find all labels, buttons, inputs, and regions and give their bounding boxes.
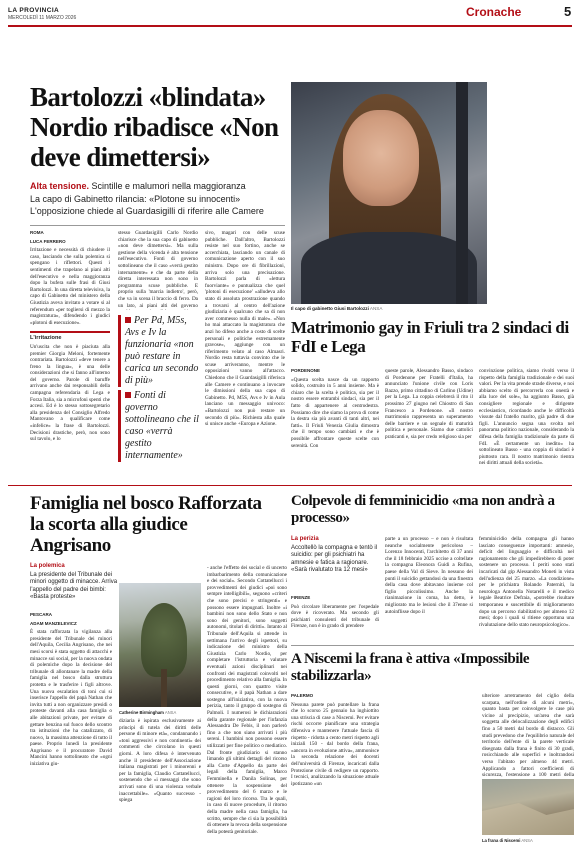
byline-place: ROMA	[30, 230, 44, 235]
colpevole-col-3-text: femminicidio della compagna gli hanno lasciato conseguenze importanti: amnesie, deficit del linguaggio e difficoltà nel ragionamento che gli impedirebbero di poter sostenere un processo. I periti sono stati incaricati dal gip Alessandro Moneti in vista dell'udienza del 25 marzo. «La condizione» per le prichiatra Rolando Paterniti, la neurologa Antonella Notarelli e il medico legale Beatrice Defraia, «potrebbe risultare temporanea e suscettibile di miglioramento dopo un percorso riabilitativo per almeno 12 mesi; dopo i quali si ritiene opportuna una rivalutazione dello stato neuropsicologico».	[479, 536, 574, 628]
famiglia-headline[interactable]: Famiglia nel bosco Rafforzata la scorta alla giudice Angrisano	[30, 493, 262, 556]
page-number: 5	[564, 4, 572, 19]
colpevole-col-2	[385, 536, 473, 640]
famiglia-place: PESCARA	[30, 612, 53, 617]
pull-quote-2-text: Fonti di governo sottolineano che il caso «verrà gestito internamente»	[125, 390, 199, 461]
section-divider-2	[291, 645, 574, 646]
famiglia-col-1-text: È stata rafforzata la vigilanza alla presidente del Tribunale dei minori dell'Aquila, Cecilia Angrisano, che nei mesi scorsi è stata oggetto di attacchi e minacce sui social, per la nuova ondata di polemiche dopo la decisione del tribunale di allontanare la madre della famiglia nel bosco dalla struttura protetta e le trasferire i figli altrove. Una nuova escalation di toni cui si inserisce l'appello del papà Nathan che invita tutti a non organizzare presidi o proteste davanti alla casa famiglia o alle abitazioni private, per evitare di gettare benzina sul fuoco dello scontro tra istituzioni che ha catalizzato, di nuovo, la massima attenzione di tutto il paese. Proprio lunedì la presidente Angrisano e il procuratore David Mancini hanno sottolineato che «ogni iniziativa giu-	[30, 629, 112, 768]
colpevole-col-1-text: Può circolare liberamente per l'ospedale dove è ricoverato. Ma secondo gli psichiatri consulenti del tribunale di Firenze, non è in grado di prendere	[291, 603, 379, 630]
niscemi-place: PALERMO	[291, 693, 314, 698]
niscemi-col-2	[482, 693, 574, 777]
matrimonio-col-2-text: queste parole, Alessandro Basso, sindaco di Pordenone per Fratelli d'Italia, ha annunciato l'unione civile con Loris Bazzo, primo cittadino di Carlino (Udine) per la Lega. La coppia celebrerà il rito il prossimo 27 giugno nel Chiostro di San Francesco a Pordenone. «Il nostro matrimonio rappresenta un superamento delle barriere e un segnale di maturità politica e personale. Siamo due cattolici praticanti e, sia per credo religioso sia per	[385, 368, 473, 440]
main-col-1-text: Irritazione e necessità di chiudere il caso, lasciando che sulla polemica si spengano i riflettori. Questi i sentimenti che trapelano ai piani alti dell'esecutivo e nella maggioranza dopo la bufera sulle frasi di Giusi Bartolozzi. In una diretta televisiva, la capo di Gabinetto del ministero della Giustizia aveva invitato a votare sì al referendum «per togliersi di mezzo la magistratura», difendendo i giudici «plotoni di esecuzione».	[30, 247, 110, 326]
matrimonio-headline[interactable]: Matrimonio gay in Friuli tra 2 sindaci di FdI e Lega	[291, 318, 569, 356]
main-sub-1: La capo di Gabinetto rilancia: «Plotone su innocenti»	[30, 194, 241, 204]
matrimonio-col-3	[479, 368, 574, 480]
main-sub-2: L'opposizione chiede al Guardasigilli di riferire alle Camere	[30, 206, 264, 216]
pull-quote-2	[118, 390, 200, 462]
niscemi-photo-caption-text: La frana di Niscemi	[482, 838, 521, 843]
page-divider	[8, 485, 572, 486]
niscemi-col-1	[291, 693, 379, 843]
issue-date: MERCOLEDÌ 11 MARZO 2026	[8, 15, 77, 21]
photo-caption-text: Il capo di gabinetto Giusi Bartolozzi	[291, 306, 369, 311]
main-col-3-text: sivo, magari con delle scuse pubbliche. Dall'altro, Bartolozzi resiste nel suo fortino, anche se accerchiata, lasciando un canale di comunicazione aperto con il suo ministro. Dopo ore di fibrillazioni, arriva solo una precisazione. Bartolozzi parla di «lettura fuorviante» e puntualizza che quel 'plotoni di esecuzione' «alludeva allo stato di assoluta prostrazione quando a trovarsi al centro dell'azione giudiziaria è qualcuno che sa di non aver commesso nulla di male». «Non ho mai attaccato la magistratura che anzi ho difeso anche a costo di scelte personali e politiche estremamente gravose», aggiunge con un riferimento velato al caso Almasri. Nordio resta tuttavia convinto che le scuse arriveranno, mentre le opposizioni vanno all'attacco. Chiedono che il Guardasigilli riferisca alle Camere e continuano a invocare le dimissioni della sua capo di Gabinetto. Pd, M5S, Avs e Iv in Aula lanciano un messaggio univoco: «Bartolozzi non può restare un secondo di più». Richiesta alla quale si unisce anche +Europa e Azione.	[205, 230, 285, 428]
niscemi-col-2-text: ulteriore arretramento del ciglio della scarpata, nell'ordine di alcuni metri», quanto basta per coinvolgere le case più vicine al precipizio, un'area che sarà soggetta alle delocalizzazione degli edifici fino a 50 metri dal bordo di distacco. Gli studi prevedono che l'equilibrio naturale del territorio dell'ente di la parete verticale disegnata dalla frana è finito di 30 gradi, rosicchiando alle superfici e inoltrandosi verso l'abitato per almeno 44 metri. Applicando a fattori coefficienti di sicurezza, l'estensione a 100 metri della	[482, 693, 574, 777]
main-kicker-rest: Scintille e malumori nella maggioranza	[89, 181, 246, 191]
photo-credit: ANSA	[369, 306, 383, 311]
niscemi-photo-caption	[482, 838, 533, 843]
colpevole-col-1	[291, 595, 379, 640]
pull-quote-1-text: Per Pd, M5s, Avs e Iv la funzionaria «non può restare in carica un secondo di più»	[125, 315, 199, 386]
matrimonio-place: PORDENONE	[291, 368, 321, 373]
newspaper-brand: LA PROVINCIA	[8, 7, 60, 14]
masthead-rule	[8, 25, 572, 27]
famiglia-col-2-text: diziaria è ispirata esclusivamente ai principi di tutela dei diritti delle persone di minore età», condannando i «toni aggressivi e non continenti» dei commenti che circolano in questi giorni. A loro difesa è intervenuto anche il presidente dell'Associazione italiana magistrati per i minorenni e per la famiglia, Claudio Cottatellucci, sostenendo che «i messaggi che sono arrivati sono di una violenza verbale inaccettabile». «Quanto successo - spiega	[119, 718, 201, 804]
famiglia-author: ADAM MANZELEVICZ	[30, 620, 77, 626]
famiglia-col-2	[119, 718, 201, 844]
section-name: Cronache	[466, 5, 522, 19]
photo-caption	[291, 306, 382, 311]
famiglia-kicker: La polemica	[30, 563, 65, 569]
main-kicker	[30, 180, 300, 192]
matrimonio-col-1-text: «Questa scelta nasce da un rapporto solido, costruito in 5 anni insieme. Ma è chiaro che la scelta è politica, sia per il nostro essere entrambi sindaci, sia per il fatto di appartenere al centrodestra. Possiamo dire che siamo la prova di come la destra sia più avanti di tanti altri, nei fatti». Il Friuli Venezia Giulia dimostra che il tempo sono cambiati e che è possibile affrontare queste scelte con serenità. Con	[291, 376, 379, 449]
niscemi-headline[interactable]: A Niscemi la frana è attiva «Impossibile stabilizzarla»	[291, 651, 530, 684]
birmingham-photo[interactable]	[119, 583, 201, 707]
famiglia-photo-credit: ANSA	[164, 710, 177, 715]
main-headline[interactable]: Bartolozzi «blindata» Nordio ribadisce «Non deve dimettersi»	[30, 82, 279, 172]
matrimonio-col-1	[291, 368, 379, 480]
famiglia-col-1	[30, 612, 112, 844]
colpevole-col-2-text: parte a un processo – e non è risultata neanche socialmente pericoloso – Lorenzo Innocenti, l'architetto di 37 anni che il 18 febbraio 2025 uccise a coltellate la compagna Eleonora Guidi a Rufina, paese della Val di Sieve. In nessuno dei punti il suicidio gettandosi da una finestra della casa dove abitavano insieme col figlio piccolissimo. Anche la rianimazione in coma, ha detto, è migliorato ma le lesioni che il 37enne si autoinflisse dopo il	[385, 536, 473, 615]
colpevole-deck: Accoltellò la compagna e tentò il suicidio: per gli psichiatri ha amnesie e fatica a ragionare. «Sarà rivalutato tra 12 mesi»	[291, 545, 378, 574]
colpevole-kicker: La perizia	[291, 536, 319, 542]
main-col-1	[30, 230, 110, 480]
matrimonio-col-3-text: convinzione politica, siamo rivolti verso il rispetto della famiglia tradizionale e dei suoi valori. Per la vita prende strade diverse, e noi abbiamo scelto di percorrerla con onestà e alla luce del sole», ha aggiunto Basso, già consigliere regionale e dirigente ecclesiastico, ricordando anche le difficoltà vissute dal fratello marito, già padre di due figli. L'annuncio segna una svolta nel panorama politico nazionale, considerando la difesa della famiglia tradizionale da parte di FdI. «È certamente un inedito» ha sottolineato Basso - una coppia di sindaci è piuttosto rara. Il nostro matrimonio rientra nei diritti attuali della società».	[479, 368, 574, 467]
main-col-2	[118, 230, 198, 310]
colpevole-col-3	[479, 536, 574, 640]
main-col-2-text: stesso Guardasigilli Carlo Nordio chiarisce che la sua capo di gabinetto «non deve dimettersi». Ma sulla gestione della vicenda è alta tensione nell'esecutivo. Fonti di governo sottolineano che il caso «verrà gestito internamente» e che da parte della diretta interessata non sono in programma scuse pubbliche. E proprio sulla 'marcia indietro', però, che va in scena il braccio di ferro. Da un lato, ai piani alti del governo	[118, 230, 198, 309]
main-subheads	[30, 193, 315, 217]
matrimonio-col-2	[385, 368, 473, 480]
colpevole-place: FIRENZE	[291, 595, 311, 600]
bartolozzi-photo[interactable]	[291, 82, 487, 304]
main-subhead: L'irritazione	[30, 331, 110, 342]
famiglia-col-3-text: - anche l'effetto dei social e di uncerto imbarbarimento della comunicazione e dei social». Secondo Cottatellucci i provvedimenti dei giudici «poi sono sempre intelligibili», seguono «criteri che sono precisi e stringenti» e possono essere impugnati. Inoltre «i bambini non sono dello Stato e non sono dei genitori, sono soggetti autonomi, titolari di diritti». Intanto al Tribunale dell'Aquila si attende in settimana l'arrivo degli ispettori, su indicazione del ministro della Giustizia Carlo Nordio, per completare l'istruttoria e valutare eventuali azioni disciplinari nei confronti dei magistrati coinvolti nel procedimento relativo alla famiglia. In questi giorni, con quattro visite consecutive, e il papà Nathan a dare sostegno all'iniziativa, con la nuova perizia, tanto il gruppo di sostegno di Palmoli. I numerosi le dichiarazioni della garante regionale per l'infanzia Alessandra De Febis, il non parlerò fino a che non siano arrivati i più sereni. I bambini non possono essere utilizzati per fine politico o mediatico. Dal fronte giudiziario si stanno limando gli ultimi dettagli del ricorso alla Corte d'Appello da parte dei legali della famiglia, Marco Femminella e Danila Solinas, per ottenere la sospensione del provvedimento del 6 marzo e le ragioni del loro ricorso. Tra le quali, in caso di nuove procedure, il ritorno della madre nella casa famiglia, ha scritto, sempre che ci sia la possibilità di ottenere la revoca della sospensione della potestà genitoriale.	[207, 565, 287, 835]
niscemi-col-1-text: Nessuna parete può puntellare la frana che lo scorso 25 gennaio ha inghiottito una striscia di case a Niscemi. Per evitare rischi occorre pianificare una strategia difensiva e mantenere l'attuale fascia di rispetto - ridotta a cento metri rispetto agli iniziali 150 - dal bordo della frana, «ancora in evoluzione attiva», ammonisce la seconda relazione dei docenti dell'università di Firenze, incaricati dalla Protezione civile di redigere un rapporto. I tecnici, analizzando la situazione attuale ipotizzano «un	[291, 701, 379, 787]
famiglia-col-3	[207, 565, 287, 844]
colpevole-headline[interactable]: Colpevole di femminicidio «ma non andrà a processo»	[291, 493, 555, 526]
famiglia-deck: La presidente del Tribunale dei minori oggetto di minacce. Arriva l'appello del padre dei bimbi: «Basta proteste»	[30, 572, 118, 601]
main-kicker-red: Alta tensione.	[30, 181, 90, 191]
byline-author: LUCA FERRERO	[30, 238, 66, 244]
main-col-3	[205, 230, 285, 480]
main-col-1b-text: Un'uscita che non è piaciuta alla premier Giorgia Meloni, fortemente contrariata. Bartolozzi «deve tenere a freno la lingua», è una delle considerazioni che si fanno all'interno del governo. Parole di baruffe arrivano anche dai responsabili della campagna referendaria di Lega e Forza Italia, sia a microfoni spenti che accesi. Ed è lo stesso sottosegretario alla presidenza del Consiglio Alfredo Mantovano a qualificare come «infelice» la frase di Bartolozzi. Decisioni drastiche, però, non sono sul tavolo, e lo	[30, 343, 110, 443]
section-divider	[30, 225, 285, 226]
niscemi-photo-credit: ANSA	[521, 838, 533, 843]
pull-quote-1	[118, 315, 200, 387]
famiglia-photo-caption	[119, 710, 176, 715]
famiglia-photo-caption-text: Catherine Birmingham	[119, 710, 164, 715]
niscemi-photo[interactable]	[482, 779, 574, 835]
